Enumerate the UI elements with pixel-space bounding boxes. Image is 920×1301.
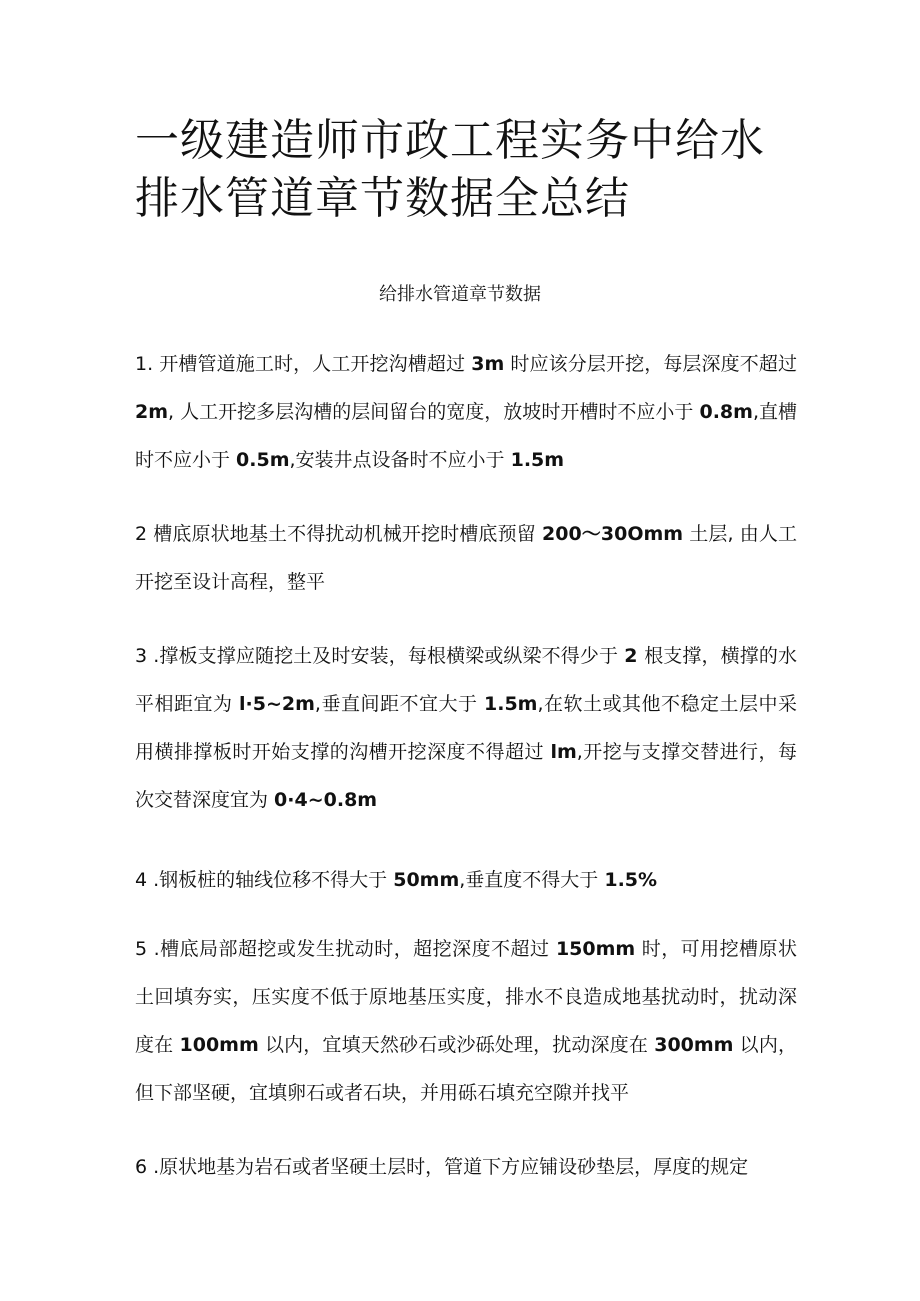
paragraph-3: 3 .撑板支撑应随挖土及时安装，每根横梁或纵梁不得少于 2 根支撑，横撑的水平相距宜为 l·5~2m,垂直间距不宜大于 1.5m,在软土或其他不稳定土层中采用横排撑板时开始支撑的沟槽开挖深度不得超过 lm,开挖与支撑交替进行，每次交替深度宜为 0·4~0.8m — [135, 645, 797, 811]
paragraph-6: 6 .原状地基为岩石或者坚硬土层时，管道下方应铺设砂垫层，厚度的规定 — [135, 1156, 749, 1178]
paragraph-1: 1. 开槽管道施工时，人工开挖沟槽超过 3m 时应该分层开挖，每层深度不超过 2m, 人工开挖多层沟槽的层间留台的宽度，放坡时开槽时不应小于 0.8m,直槽时不应小于 0.5m,安装井点设备时不应小于 1.5m — [135, 353, 797, 471]
document-title: 一级建造师市政工程实务中给水排水管道章节数据全总结 — [135, 115, 765, 224]
paragraph-2: 2 槽底原状地基土不得扰动机械开挖时槽底预留 200～30Omm 土层, 由人工开挖至设计高程，整平 — [135, 523, 797, 593]
section-heading: 给排水管道章节数据 — [379, 284, 541, 305]
paragraph-4: 4 .钢板桩的轴线位移不得大于 50mm,垂直度不得大于 1.5% — [135, 869, 658, 891]
paragraph-5: 5 .槽底局部超挖或发生扰动时，超挖深度不超过 150mm 时，可用挖槽原状土回填夯实，压实度不低于原地基压实度，排水不良造成地基扰动时，扰动深度在 100mm 以内，宜填天然砂石或沙砾处理，扰动深度在 300mm 以内，但下部坚硬，宜填卵石或者石块，并用砾石填充空隙并找平 — [135, 938, 797, 1104]
